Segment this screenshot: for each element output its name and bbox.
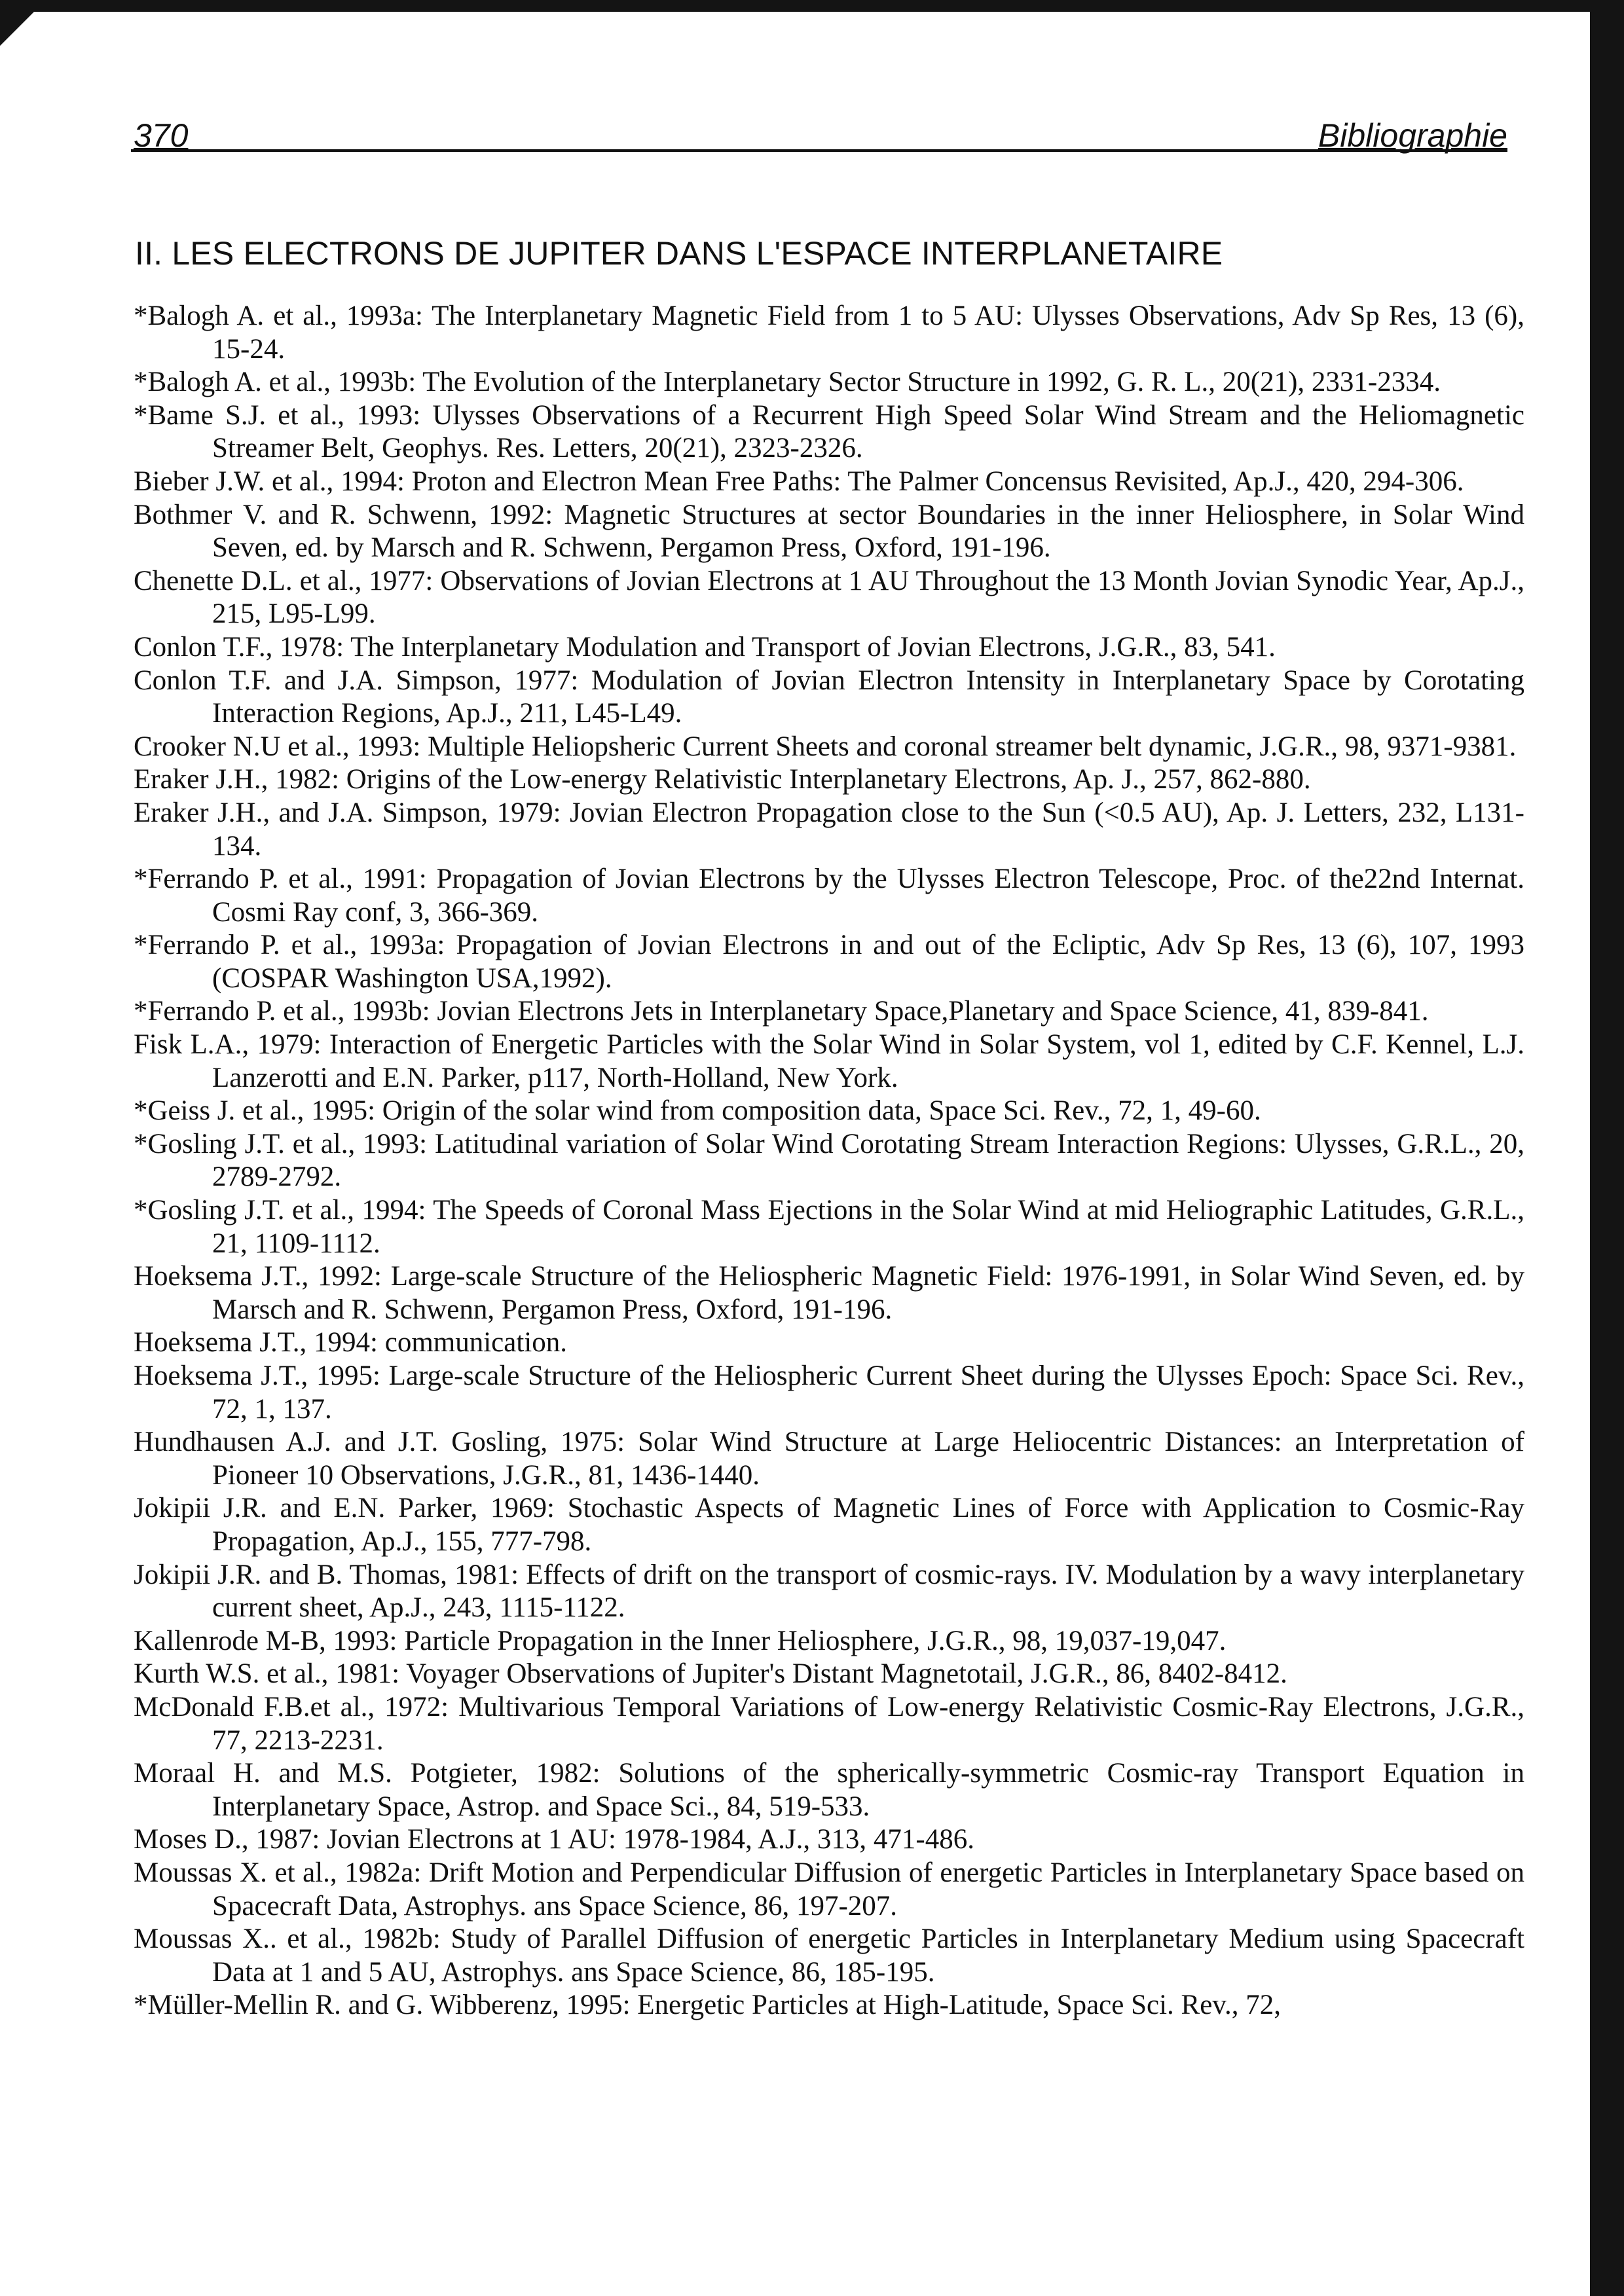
reference-entry: *Balogh A. et al., 1993a: The Interplanetary Magnetic Field from 1 to 5 AU: Ulysses Observations, Adv Sp Res, 13 (6), 15-24. bbox=[134, 301, 1524, 365]
reference-entry: Jokipii J.R. and B. Thomas, 1981: Effects of drift on the transport of cosmic-rays. IV. Modulation by a wavy interplanetary current sheet, Ap.J., 243, 1115-1122. bbox=[134, 1559, 1524, 1624]
page-number: 370 bbox=[134, 117, 189, 154]
reference-entry: Hoeksema J.T., 1992: Large-scale Structure of the Heliospheric Magnetic Field: 1976-1991, in Solar Wind Seven, ed. by Marsch and R. Schwenn, Pergamon Press, Oxford, 191-196. bbox=[134, 1261, 1524, 1325]
reference-entry: *Bame S.J. et al., 1993: Ulysses Observations of a Recurrent High Speed Solar Wind Stream and the Heliomagnetic Streamer Belt, Geophys. Res. Letters, 20(21), 2323-2326. bbox=[134, 399, 1524, 464]
reference-entry: *Ferrando P. et al., 1993a: Propagation of Jovian Electrons in and out of the Ecliptic, Adv Sp Res, 13 (6), 107, 1993 (COSPAR Washington USA,1992). bbox=[134, 930, 1524, 994]
page-header bbox=[131, 103, 1507, 152]
reference-entry: Hundhausen A.J. and J.T. Gosling, 1975: Solar Wind Structure at Large Heliocentric Distances: an Interpretation of Pioneer 10 Observations, J.G.R., 81, 1436-1440. bbox=[134, 1427, 1524, 1491]
reference-entry: *Müller-Mellin R. and G. Wibberenz, 1995: Energetic Particles at High-Latitude, Space Sci. Rev., 72, bbox=[134, 1990, 1282, 2021]
reference-entry: Fisk L.A., 1979: Interaction of Energetic Particles with the Solar Wind in Solar System, vol 1, edited by C.F. Kennel, L.J. Lanzerotti and E.N. Parker, p117, North-Holland, New York. bbox=[134, 1029, 1524, 1093]
reference-entry: Bothmer V. and R. Schwenn, 1992: Magnetic Structures at sector Boundaries in the inner Heliosphere, in Solar Wind Seven, ed. by Marsch and R. Schwenn, Pergamon Press, Oxford, 191-196. bbox=[134, 499, 1524, 564]
scan-border-right bbox=[1590, 0, 1624, 2296]
reference-entry: Eraker J.H., and J.A. Simpson, 1979: Jovian Electron Propagation close to the Sun (<0.5 AU), Ap. J. Letters, 232, L131-134. bbox=[134, 797, 1524, 862]
reference-entry: Moraal H. and M.S. Potgieter, 1982: Solutions of the spherically-symmetric Cosmic-ray Transport Equation in Interplanetary Space, Astrop. and Space Sci., 84, 519-533. bbox=[134, 1758, 1524, 1822]
reference-entry: Hoeksema J.T., 1995: Large-scale Structure of the Heliospheric Current Sheet during the Ulysses Epoch: Space Sci. Rev., 72, 1, 137. bbox=[134, 1360, 1524, 1425]
reference-entry: Bieber J.W. et al., 1994: Proton and Electron Mean Free Paths: The Palmer Concensus Revisited, Ap.J., 420, 294-306. bbox=[134, 465, 1464, 497]
reference-entry: *Gosling J.T. et al., 1994: The Speeds of Coronal Mass Ejections in the Solar Wind at mid Heliographic Latitudes, G.R.L., 21, 1109-1112. bbox=[134, 1195, 1524, 1259]
reference-entry: *Geiss J. et al., 1995: Origin of the solar wind from composition data, Space Sci. Rev., 72, 1, 49-60. bbox=[134, 1095, 1261, 1127]
reference-entry: Chenette D.L. et al., 1977: Observations of Jovian Electrons at 1 AU Throughout the 13 Month Jovian Synodic Year, Ap.J., 215, L95-L99. bbox=[134, 565, 1524, 630]
reference-entry: Conlon T.F. and J.A. Simpson, 1977: Modulation of Jovian Electron Intensity in Interplanetary Space by Corotating Interaction Regions, Ap.J., 211, L45-L49. bbox=[134, 665, 1524, 729]
reference-entry: Kurth W.S. et al., 1981: Voyager Observations of Jupiter's Distant Magnetotail, J.G.R., 86, 8402-8412. bbox=[134, 1658, 1287, 1690]
running-title: Bibliographie bbox=[1318, 117, 1507, 154]
reference-entry: Hoeksema J.T., 1994: communication. bbox=[134, 1327, 567, 1358]
reference-entry: Conlon T.F., 1978: The Interplanetary Modulation and Transport of Jovian Electrons, J.G.R., 83, 541. bbox=[134, 631, 1276, 663]
reference-entry: *Balogh A. et al., 1993b: The Evolution of the Interplanetary Sector Structure in 1992, G. R. L., 20(21), 2331-2334. bbox=[134, 367, 1441, 398]
reference-entry: Kallenrode M-B, 1993: Particle Propagation in the Inner Heliosphere, J.G.R., 98, 19,037-19,047. bbox=[134, 1625, 1227, 1656]
reference-entry: *Gosling J.T. et al., 1993: Latitudinal variation of Solar Wind Corotating Stream Interaction Regions: Ulysses, G.R.L., 20, 2789-2792. bbox=[134, 1128, 1524, 1193]
reference-entry: Moussas X.. et al., 1982b: Study of Parallel Diffusion of energetic Particles in Interplanetary Medium using Spacecraft Data at 1 and 5 AU, Astrophys. ans Space Science, 86, 185-195. bbox=[134, 1923, 1524, 1988]
reference-entry: Moses D., 1987: Jovian Electrons at 1 AU: 1978-1984, A.J., 313, 471-486. bbox=[134, 1824, 974, 1855]
reference-entry: *Ferrando P. et al., 1991: Propagation of Jovian Electrons by the Ulysses Electron Telescope, Proc. of the22nd Internat. Cosmi Ray conf, 3, 366-369. bbox=[134, 864, 1524, 928]
scan-border-top bbox=[0, 0, 1624, 12]
reference-entry: *Ferrando P. et al., 1993b: Jovian Electrons Jets in Interplanetary Space,Planetary and Space Science, 41, 839-841. bbox=[134, 996, 1429, 1027]
scan-corner-fold bbox=[0, 0, 46, 46]
reference-entry: Moussas X. et al., 1982a: Drift Motion and Perpendicular Diffusion of energetic Particles in Interplanetary Space based on Spacecraft Data, Astrophys. ans Space Science, 86, 197-207. bbox=[134, 1857, 1524, 1922]
section-title: II. LES ELECTRONS DE JUPITER DANS L'ESPACE INTERPLANETAIRE bbox=[135, 235, 1223, 272]
reference-entry: Crooker N.U et al., 1993: Multiple Heliopsheric Current Sheets and coronal streamer belt dynamic, J.G.R., 98, 9371-9381. bbox=[134, 731, 1517, 762]
reference-entry: Jokipii J.R. and E.N. Parker, 1969: Stochastic Aspects of Magnetic Lines of Force with Application to Cosmic-Ray Propagation, Ap.J., 155, 777-798. bbox=[134, 1493, 1524, 1557]
reference-entry: Eraker J.H., 1982: Origins of the Low-energy Relativistic Interplanetary Electrons, Ap. J., 257, 862-880. bbox=[134, 764, 1311, 795]
reference-list bbox=[134, 300, 1524, 2022]
reference-entry: McDonald F.B.et al., 1972: Multivarious Temporal Variations of Low-energy Relativistic Cosmic-Ray Electrons, J.G.R., 77, 2213-2231. bbox=[134, 1691, 1524, 1756]
